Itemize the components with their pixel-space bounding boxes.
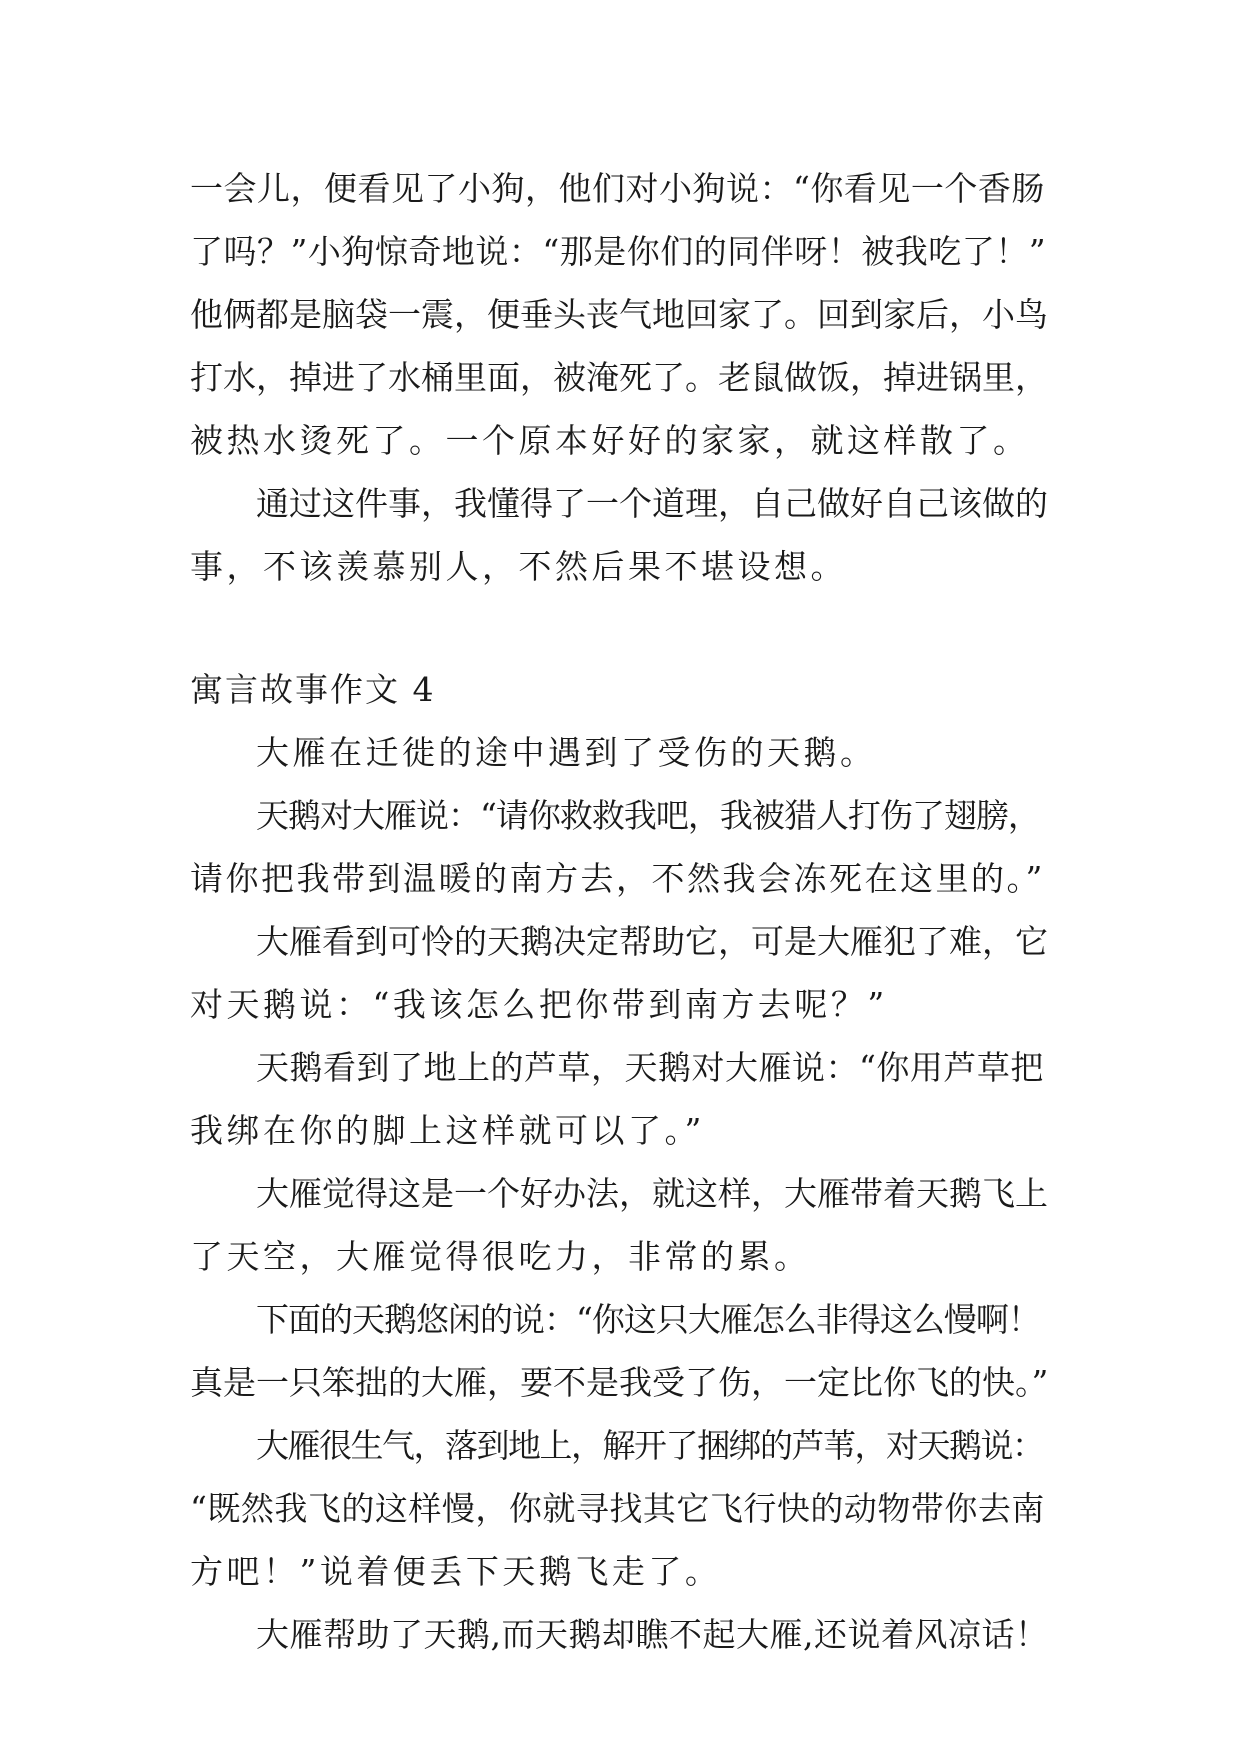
- text-line: 对天鹅说：“我该怎么把你带到南方去呢？”: [190, 985, 888, 1024]
- text-line: 事，不该羡慕别人，不然后果不堪设想。: [190, 547, 847, 586]
- paragraph-first-line: 下面的天鹅悠闲的说：“你这只大雁怎么非得这么慢啊！: [256, 1300, 1040, 1339]
- paragraph-first-line: 大雁觉得这是一个好办法，就这样，大雁带着天鹅飞上: [256, 1174, 1048, 1213]
- text-line: 请你把我带到温暖的南方去，不然我会冻死在这里的。”: [190, 859, 1045, 898]
- paragraph-first-line: 通过这件事，我懂得了一个道理，自己做好自己该做的: [256, 484, 1048, 523]
- text-line: 了天空，大雁觉得很吃力，非常的累。: [190, 1237, 811, 1276]
- text-line: 他俩都是脑袋一震，便垂头丧气地回家了。回到家后，小鸟: [190, 295, 1048, 334]
- text-line: 方吧！”说着便丢下天鹅飞走了。: [190, 1552, 722, 1591]
- paragraph-first-line: 天鹅看到了地上的芦草，天鹅对大雁说：“你用芦草把: [256, 1048, 1044, 1087]
- text-line: 一会儿，便看见了小狗，他们对小狗说：“你看见一个香肠: [190, 169, 1045, 208]
- section-heading: 寓言故事作文 4: [190, 670, 436, 709]
- text-line: 我绑在你的脚上这样就可以了。”: [190, 1111, 705, 1150]
- paragraph-first-line: 天鹅对大雁说：“请你救救我吧，我被猎人打伤了翅膀，: [256, 796, 1040, 835]
- text-line: 打水，掉进了水桶里面，被淹死了。老鼠做饭，掉进锅里，: [190, 358, 1048, 397]
- paragraph-first-line: 大雁很生气，落到地上，解开了捆绑的芦苇，对天鹅说：: [256, 1426, 1044, 1465]
- paragraph-first-line: 大雁在迁徙的途中遇到了受伤的天鹅。: [256, 733, 877, 772]
- text-line: 真是一只笨拙的大雁，要不是我受了伤，一定比你飞的快。”: [190, 1363, 1049, 1402]
- text-line: “既然我飞的这样慢，你就寻找其它飞行快的动物带你去南: [190, 1489, 1045, 1528]
- text-line: 了吗？”小狗惊奇地说：“那是你们的同伴呀！被我吃了！”: [190, 232, 1047, 271]
- paragraph-first-line: 大雁帮助了天鹅,而天鹅却瞧不起大雁,还说着风凉话！: [256, 1615, 1049, 1654]
- paragraph-first-line: 大雁看到可怜的天鹅决定帮助它，可是大雁犯了难，它: [256, 922, 1048, 961]
- text-line: 被热水烫死了。一个原本好好的家家，就这样散了。: [190, 421, 1030, 460]
